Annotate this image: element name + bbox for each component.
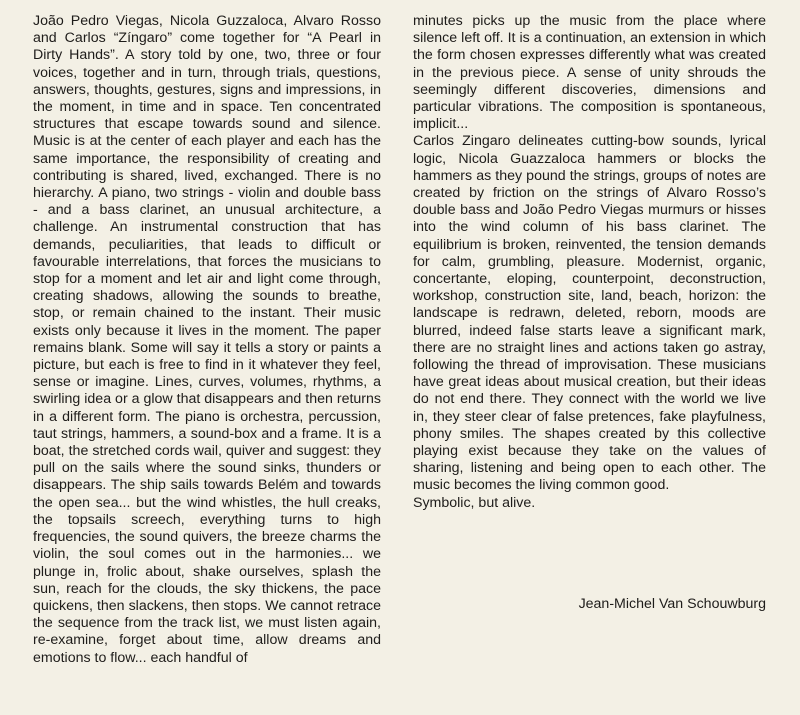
right-paragraph-1: minutes picks up the music from the place where silence left off. It is a continuation, an extension in which the form chosen expresses differently what was created in the previous piece. A sense of unity shrouds the seemingly different discoveries, dimensions and particular vibrations. The composition is spontaneous, implicit... — [413, 13, 766, 133]
left-paragraph: João Pedro Viegas, Nicola Guzzaloca, Alvaro Rosso and Carlos “Zíngaro” come together for “A Pearl in Dirty Hands”. A story told by one, two, three or four voices, together and in turn, through trials, questions, answers, thoughts, gestures, signs and impressions, in the moment, in time and in space. Ten concentrated structures that escape towards sound and silence. Music is at the center of each player and each has the same importance, the responsibility of creating and contributing is shared, lived, exchanged. There is no hierarchy. A piano, two strings - violin and double bass - and a bass clarinet, an unusual architecture, a challenge. An instrumental construction that has demands, peculiarities, that leads to difficult or favourable interrelations, that forces the musicians to stop for a moment and let air and light come through, creating shadows, allowing the sounds to breathe, stop, or remain chained to the instant. Their music exists only because it lives in the moment. The paper remains blank. Some will say it tells a story or paints a picture, but each is free to find in it whatever they feel, sense or imagine. Lines, curves, volumes, rhythms, a swirling idea or a glow that disappears and then returns in a different form. The piano is orchestra, percussion, taut strings, hammers, a sound-box and a frame. It is a boat, the stretched cords wail, quiver and suggest: they pull on the sails where the sound sinks, thunders or disappears. The ship sails towards Belém and towards the open sea... but the wind whistles, the hull creaks, the topsails screech, everything turns to high frequencies, the sound quivers, the breeze charms the violin, the soul comes out in the harmonies... we plunge in, frolic about, shake ourselves, splash the sun, reach for the clouds, the sky thickens, the pace quickens, then slackens, then stops. We cannot retrace the sequence from the track list, we must listen again, re-examine, forget about time, allow dreams and emotions to flow... each handful of — [33, 13, 381, 666]
left-text-column — [33, 13, 381, 667]
right-paragraph-3: Symbolic, but alive. — [413, 494, 536, 511]
right-paragraph-2: Carlos Zingaro delineates cutting-bow sounds, lyrical logic, Nicola Guazzaloca hammers or blocks the hammers as they pound the strings, groups of notes are created by friction on the strings of Alvaro Rosso’s double bass and João Pedro Viegas murmurs or hisses into the wind column of his bass clarinet. The equilibrium is broken, reinvented, the tension demands for calm, grumbling, pleasure. Modernist, organic, concertante, eloping, counterpoint, deconstruction, workshop, construction site, land, beach, horizon: the landscape is redrawn, deleted, reborn, moods are blurred, indeed false starts leave a significant mark, there are no straight lines and actions taken go astray, following the thread of improvisation. These musicians have great ideas about musical creation, but their ideas do not end there. They connect with the world we live in, they steer clear of false pretences, fake playfulness, phony smiles. The shapes created by this collective playing exist because they take on the values of sharing, listening and being open to each other. The music becomes the living common good. — [413, 133, 766, 494]
right-text-column — [413, 13, 766, 512]
author-signature: Jean-Michel Van Schouwburg — [578, 596, 766, 612]
